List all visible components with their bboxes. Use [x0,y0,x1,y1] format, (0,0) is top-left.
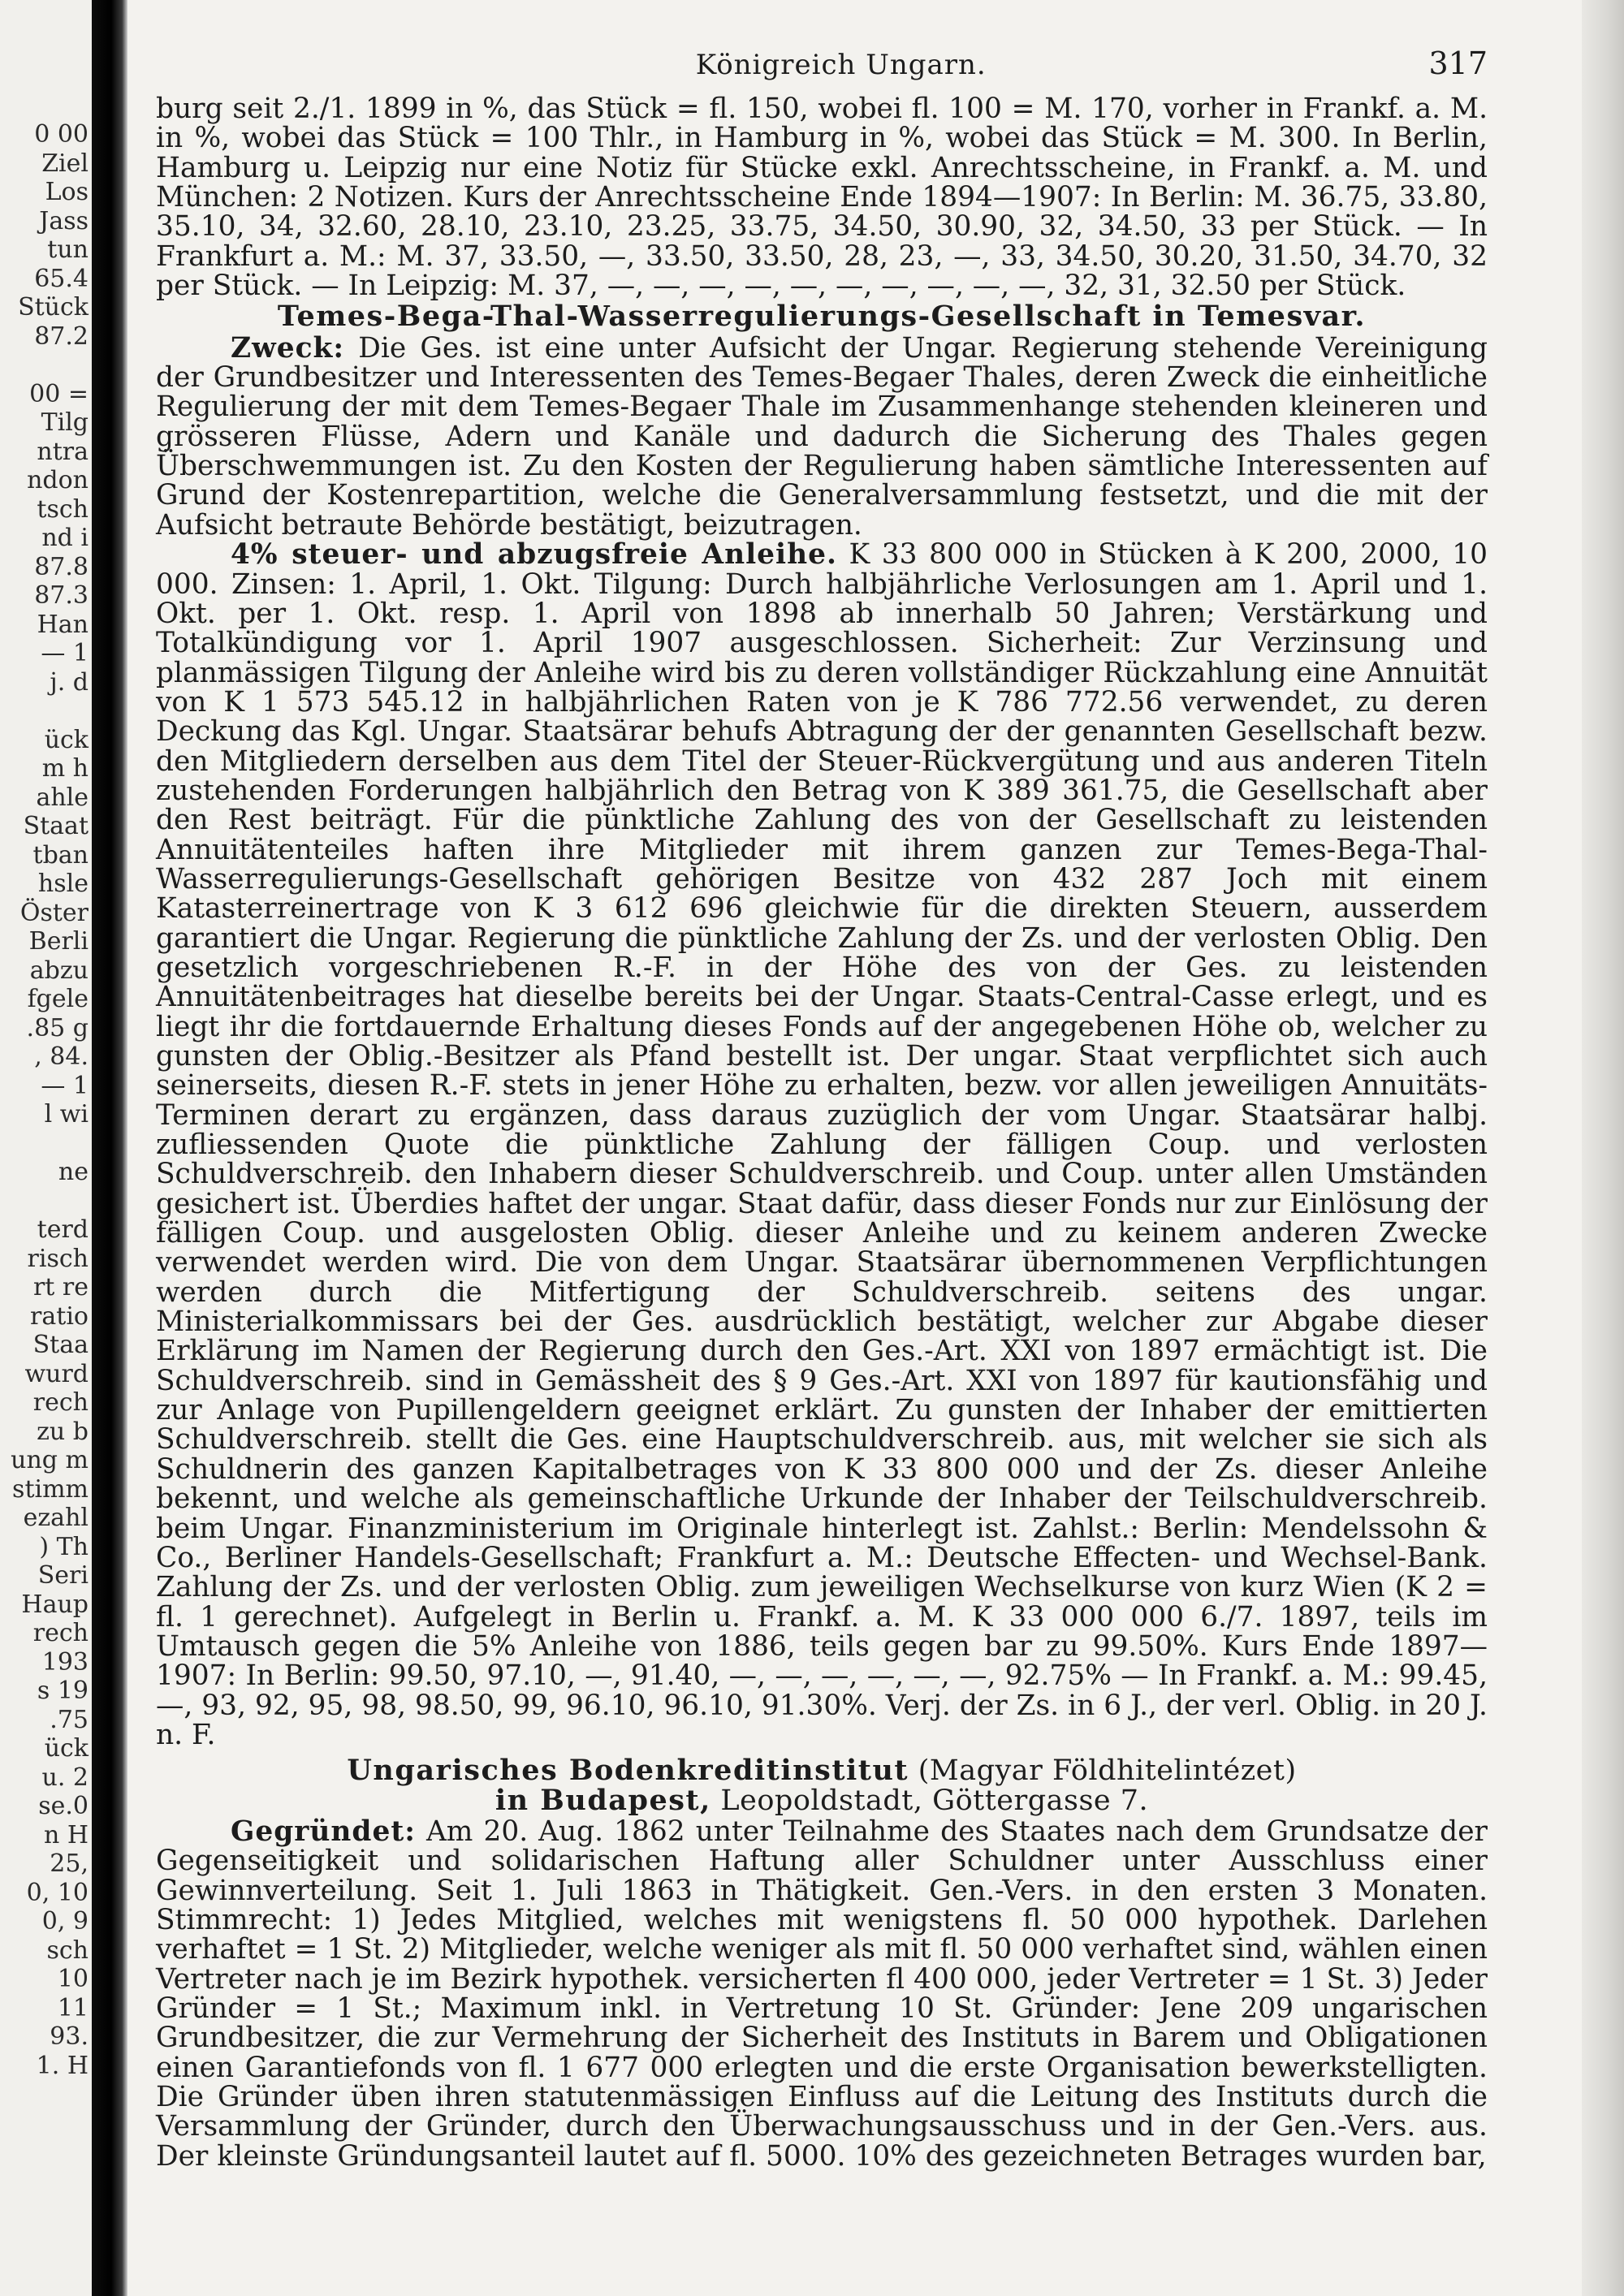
adjacent-page-fragment: rech [32,1388,89,1417]
adjacent-page-fragment: .85 g [26,1013,89,1042]
adjacent-page-fragment: rech [32,1619,89,1647]
adjacent-page-fragment: 0, 9 [41,1907,89,1936]
adjacent-page-fragment: ndon [27,466,89,494]
gegruendet-paragraph [156,1817,1488,2171]
adjacent-page-fragment: Ziel [41,149,89,178]
anleihe-text: K 33 800 000 in Stücken à K 200, 2000, 10 000. Zinsen: 1. April, 1. Okt. Tilgung: Durch halbjährliche Verlosungen am 1. April und 1. Okt. per 1. Okt. resp. 1. April von 1898 ab innerhalb 50 Jahren; Verstärkung und Totalkündigung vor 1. April 1907 ausgeschlossen. Sicherheit: Zur Verzinsung und planmässigen Tilgung der Anleihe wird bis zu deren vollständiger Rückzahlung eine Annuität von K 1 573 545.12 in halbjährlichen Raten von je K 786 772.56 verwendet, zu deren Deckung das Kgl. Ungar. Staatsärar behufs Abtragung der der genannten Gesellschaft bezw. den Mitgliedern derselben aus dem Titel der Steuer-Rückvergütung und aus anderen Titeln zustehenden Forderungen halbjährlich den Betrag von K 389 361.75, die Gesellschaft aber den Rest beiträgt. Für die pünktliche Zahlung des von der Gesellschaft zu leistenden Annuitätenteiles haften ihre Mitglieder mit ihrem ganzen zur Temes-Bega-Thal-Wasserregulierungs-Gesellschaft gehörigen Besitze von 432 287 Joch mit einem Katasterreinertrage von K 3 612 696 gleichwie für die direkten Steuern, ausserdem garantiert die Ungar. Regierung die pünktliche Zahlung der Zs. und der verlosten Oblig. Den gesetzlich vorgeschriebenen R.-F. in der Höhe des von der Ges. zu leistenden Annuitätenbeitrages hat dieselbe bereits bei der Ungar. Staats-Central-Casse erlegt, und es liegt ihr die fortdauernde Erhaltung dieses Fonds auf der angegebenen Höhe ob, welcher zu gunsten der Oblig.-Besitzer als Pfand bestellt ist. Der ungar. Staat verpflichtet sich auch seinerseits, diesen R.-F. stets in jener Höhe zu erhalten, bezw. vor allen jeweiligen Annuitäts-Terminen derart zu ergänzen, dass daraus zuzüglich der vom Ungar. Staatsärar halbj. zufliessenden Quote die pünktliche Zahlung der fälligen Coup. und verlosten Schuldverschreib. den Inhabern dieser Schuldverschreib. und Coup. unter allen Umständen gesichert ist. Überdies haftet der ungar. Staat dafür, dass dieser Fonds nur zur Einlösung der fälligen Coup. und ausgelosten Oblig. dieser Anleihe und zu keinem anderen Zwecke verwendet werden wird. Die von dem Ungar. Staatsärar übernommenen Verpflichtungen werden durch die Mitfertigung der Schuldverschreib. seitens des ungar. Ministerialkommissars bei der Ges. ausdrücklich bestätigt, welcher zur Abgabe dieser Erklärung im Namen der Regierung durch den Ges.-Art. XXI von 1897 ermächtigt ist. Die Schuldverschreib. sind in Gemässheit des § 9 Ges.-Art. XXI von 1897 für kautionsfähig und zur Anlage von Pupillengeldern geeignet erklärt. Zu gunsten der Inhaber der emittierten Schuldverschreib. stellt die Ges. eine Hauptschuldverschreib. aus, mit welcher sie sich als Schuldnerin des ganzen Kapitalbetrages von K 33 800 000 und der Zs. dieser Anleihe bekennt, und welche als gemeinschaftliche Urkunde der Inhaber der Teilschuldverschreib. beim Ungar. Finanzministerium im Originale hinterlegt ist. Zahlst.: Berlin: Mendelssohn & Co., Berliner Handels-Gesellschaft; Frankfurt a. M.: Deutsche Effecten- und Wechsel-Bank. Zahlung der Zs. und der verlosten Oblig. zum jeweiligen Wechselkurse von kurz Wien (K 2 = fl. 1 gerechnet). Aufgelegt in Berlin u. Frankf. a. M. K 33 000 000 6./7. 1897, teils im Umtausch gegen die 5% Anleihe von 1886, teils gegen bar zu 99.50%. Kurs Ende 1897—1907: In Berlin: 99.50, 97.10, —, 91.40, —, —, —, —, —, —, 92.75% — In Frankf. a. M.: 99.45, —, 93, 92, 95, 98, 98.50, 99, 96.10, 96.10, 91.30%. Verj. der Zs. in 6 J., der verl. Oblig. in 20 J. n. F. [156,538,1488,1751]
adjacent-page-fragment: 87.3 [34,581,89,610]
adjacent-page-fragment: ück [44,1734,89,1763]
adjacent-page-fragment: s 19 [37,1677,89,1705]
adjacent-page-fragment: ) Th [39,1532,89,1561]
adjacent-page-fragment: Haup [21,1590,89,1619]
page-header [156,45,1488,94]
zweck-label: Zweck: [231,331,345,365]
adjacent-page-fragment: 10 [57,1965,89,1993]
adjacent-page-fragment: terd [37,1215,89,1244]
adjacent-page-fragment: ezahl [23,1504,89,1532]
adjacent-page-fragment: 00 = [29,379,89,408]
adjacent-page-fragment: , 84. [34,1042,89,1071]
running-head: Königreich Ungarn. [695,49,987,81]
adjacent-page-fragment: — 1 [41,639,89,667]
section-title-paren: (Magyar Földhitelintézet) [909,1754,1297,1788]
adjacent-page-fragment: ntra [37,437,89,466]
adjacent-page-fragment: fgele [27,985,89,1013]
zweck-paragraph [156,331,1488,542]
adjacent-page-fragment: Jass [39,206,89,235]
adjacent-page-fragment: 25, [50,1849,89,1878]
adjacent-page-fragment [0,351,93,380]
gegruendet-label: Gegründet: [231,1815,416,1848]
adjacent-page-fragment: ung m [11,1446,89,1474]
adjacent-page-fragment: l wi [44,1100,89,1129]
adjacent-page-fragment: j. d [50,667,89,697]
adjacent-page-fragment [0,1129,93,1159]
adjacent-page-fragment: m h [41,754,89,783]
page-number: 317 [1428,45,1488,81]
adjacent-page-fragment: Los [45,178,89,206]
gegruendet-text: Am 20. Aug. 1862 unter Teilnahme des Staates nach dem Grundsatze der Gegenseitigkeit und solidarischen Haftung aller Schuldner unter Ausschluss einer Gewinnverteilung. Seit 1. Juli 1863 in Thätigkeit. Gen.-Vers. in den ersten 3 Monaten. Stimmrecht: 1) Jedes Mitglied, welches mit wenigstens fl. 50 000 hypothek. Darlehen verhaftet = 1 St. 2) Mitglieder, welche weniger als mit fl. 50 000 verhaftet sind, wählen einen Vertreter nach je im Bezirk hypothek. versicherten fl 400 000, jeder Vertreter = 1 St. 3) Jeder Gründer = 1 St.; Maximum inkl. in Vertretung 10 St. Gründer: Jene 209 ungarischen Grundbesitzer, die zur Vermehrung der Sicherheit des Instituts in Barem und Obligationen einen Garantiefonds von fl. 1 677 000 erlegten und die erste Organisation bewerkstelligten. Die Gründer üben ihren statutenmässigen Einfluss auf die Leitung des Instituts durch die Versammlung der Gründer, durch den Überwachungsausschuss und in der Gen.-Vers. aus. Der kleinste Gründungsanteil lautet auf fl. 5000. 10% des gezeichneten Betrages wurden bar, [156,1815,1488,2173]
adjacent-page-fragment: Tilg [41,408,89,437]
adjacent-page-fragment: Stück [18,293,89,322]
section-title-main: Ungarisches Bodenkreditinstitut [347,1754,909,1788]
adjacent-page-fragment: u. 2 [41,1763,89,1792]
adjacent-page-fragment: tsch [37,494,89,524]
adjacent-page-fragment: ratio [30,1301,89,1331]
adjacent-page-fragment [0,697,93,726]
adjacent-page-fragment: 0 00 [34,120,89,149]
adjacent-page-fragment: nd i [41,524,89,552]
adjacent-page-fragment: zu b [37,1417,89,1446]
adjacent-page-fragment: 87.8 [34,552,89,581]
adjacent-page-fragment: 1. H [36,2051,89,2080]
adjacent-page-fragment: se.0 [38,1792,89,1820]
adjacent-page-fragment: sch [46,1936,89,1965]
adjacent-page-fragment: Staat [23,812,89,840]
adjacent-page-strip [0,0,93,2296]
adjacent-page-fragment: ück [44,725,89,754]
adjacent-page-fragment: risch [27,1244,89,1273]
anleihe-label: 4% steuer- und abzugsfreie Anleihe. [231,538,837,572]
adjacent-page-fragment: rt re [32,1273,89,1301]
adjacent-page-fragment: ahle [36,783,89,812]
adjacent-page-fragment: hsle [37,870,89,898]
adjacent-page-fragment: 87.2 [34,322,89,351]
adjacent-page-fragment: 0, 10 [26,1878,89,1907]
adjacent-page-fragment: Han [37,610,89,639]
anleihe-paragraph [156,540,1488,1750]
adjacent-page-fragment: Seri [37,1561,89,1590]
adjacent-page-fragment: 11 [57,1993,89,2022]
zweck-text: Die Ges. ist eine unter Aufsicht der Ungar. Regierung stehende Vereinigung der Grundbesitzer und Interessenten des Temes-Begaer Thales, deren Zweck die einheitliche Regulierung der mit dem Temes-Begaer Thale im Zusammenhange stehenden kleineren und grösseren Flüsse, Adern und Kanäle und dadurch die Sicherung des Thales gegen Überschwemmungen ist. Zu den Kosten der Regulierung haben sämtliche Interessenten auf Grund der Kostenrepartition, welche die Generalversammlung festsetzt, und die mit der Aufsicht betraute Behörde bestätigt, beizutragen. [156,331,1488,542]
adjacent-page-fragment: Öster [19,898,89,927]
adjacent-page-fragment: .75 [50,1705,89,1734]
adjacent-page-fragment: 193 [41,1647,89,1677]
section-title-bodenkredit [156,1756,1488,1815]
page-edge [1582,0,1624,2296]
adjacent-page-fragment: wurd [24,1359,89,1388]
adjacent-page-fragment: n H [43,1820,89,1849]
book-spine-shadow [92,0,127,2296]
section-subtitle-address: Leopoldstadt, Göttergasse 7. [710,1784,1149,1817]
section-subtitle-city: in Budapest, [495,1783,711,1817]
document-page [156,45,1488,2173]
adjacent-page-fragment: Staa [32,1331,89,1359]
adjacent-page-fragment: Berli [28,927,89,956]
adjacent-page-fragment: 65.4 [34,264,89,293]
adjacent-page-fragment: 93. [50,2022,89,2051]
continuation-paragraph: burg seit 2./1. 1899 in %, das Stück = fl. 150, wobei fl. 100 = M. 170, vorher in Frankf. a. M. in %, wobei das Stück = 100 Thlr., in Hamburg in %, wobei das Stück = M. 300. In Berlin, Hamburg u. Leipzig nur eine Notiz für Stücke exkl. Anrechtsscheine, in Frankf. a. M. und München: 2 Notizen. Kurs der Anrechtsscheine Ende 1894—1907: In Berlin: M. 36.75, 33.80, 35.10, 34, 32.60, 28.10, 23.10, 23.25, 33.75, 34.50, 30.90, 32, 34.50, 33 per Stück. — In Frankfurt a. M.: M. 37, 33.50, —, 33.50, 33.50, 28, 23, —, 33, 34.50, 30.20, 31.50, 34.70, 32 per Stück. — In Leipzig: M. 37, —, —, —, —, —, —, —, —, —, —, 32, 31, 32.50 per Stück. [156,93,1488,303]
adjacent-page-fragment: abzu [29,956,89,985]
adjacent-page-fragment: ne [58,1158,89,1186]
section-title-temes-bega: Temes-Bega-Thal-Wasserregulierungs-Gesellschaft in Temesvar. [277,300,1367,334]
adjacent-page-fragment: — 1 [41,1071,89,1100]
adjacent-page-fragment: tban [32,840,89,870]
adjacent-page-fragment [0,1187,93,1216]
adjacent-page-fragment: stimm [12,1474,89,1504]
adjacent-page-fragment: tun [47,235,89,264]
